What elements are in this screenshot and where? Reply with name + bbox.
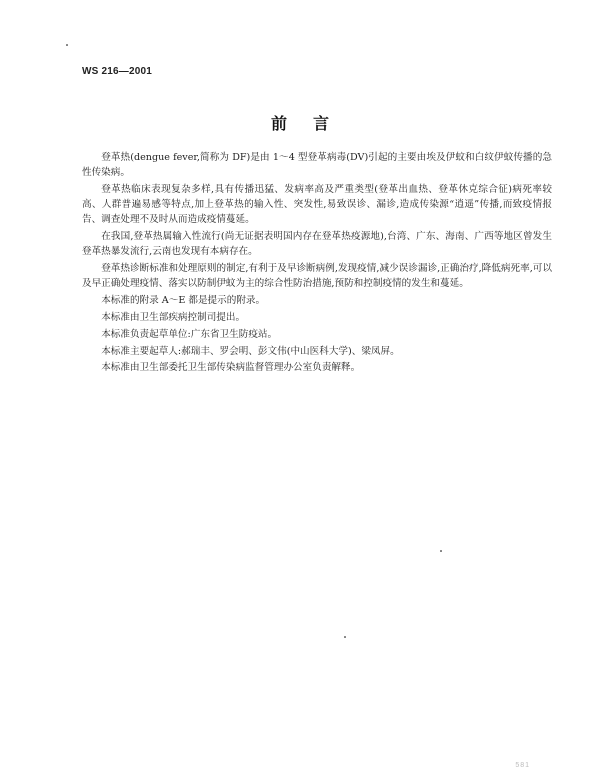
scan-speck: [440, 550, 442, 552]
paragraph-5: 本标准的附录 A～E 都是提示的附录。: [101, 295, 266, 307]
body-text: [82, 150, 552, 377]
standard-code: WS 216—2001: [82, 66, 153, 77]
scan-speck: [344, 636, 346, 638]
paragraph-8: 本标准主要起草人:郝瑞丰、罗会明、彭文伟(中山医科大学)、梁凤屏。: [101, 345, 400, 357]
paragraph-2: 登革热临床表现复杂多样,具有传播迅猛、发病率高及严重类型(登革出血热、登革休克综合征)病死率较高、人群普遍易感等特点,加上登革热的输入性、突发性,易致误诊、漏诊,造成传染源“逍遥”传播,而致疫情报告、调查处理不及时从而造成疫情蔓延。: [82, 184, 552, 226]
page-title: 前言: [270, 114, 355, 133]
paragraph-4: 登革热诊断标准和处理原则的制定,有利于及早诊断病例,发现疫情,减少误诊漏诊,正确治疗,降低病死率,可以及早正确处理疫情、落实以防制伊蚊为主的综合性防治措施,预防和控制疫情的发生和蔓延。: [82, 263, 552, 290]
paragraph-1: 登革热(dengue fever,简称为 DF)是由 1～4 型登革病毒(DV)引起的主要由埃及伊蚊和白纹伊蚊传播的急性传染病。: [82, 152, 552, 179]
paragraph-3: 在我国,登革热属输入性流行(尚无证据表明国内存在登革热疫源地),台湾、广东、海南、广西等地区曾发生登革热暴发流行,云南也发现有本病存在。: [82, 231, 552, 258]
page-number: 581: [515, 762, 530, 769]
paragraph-7: 本标准负责起草单位:广东省卫生防疫站。: [101, 328, 278, 340]
paragraph-9: 本标准由卫生部委托卫生部传染病监督管理办公室负责解释。: [101, 362, 361, 374]
paragraph-6: 本标准由卫生部疾病控制司提出。: [101, 312, 246, 323]
scan-speck: [66, 44, 68, 46]
